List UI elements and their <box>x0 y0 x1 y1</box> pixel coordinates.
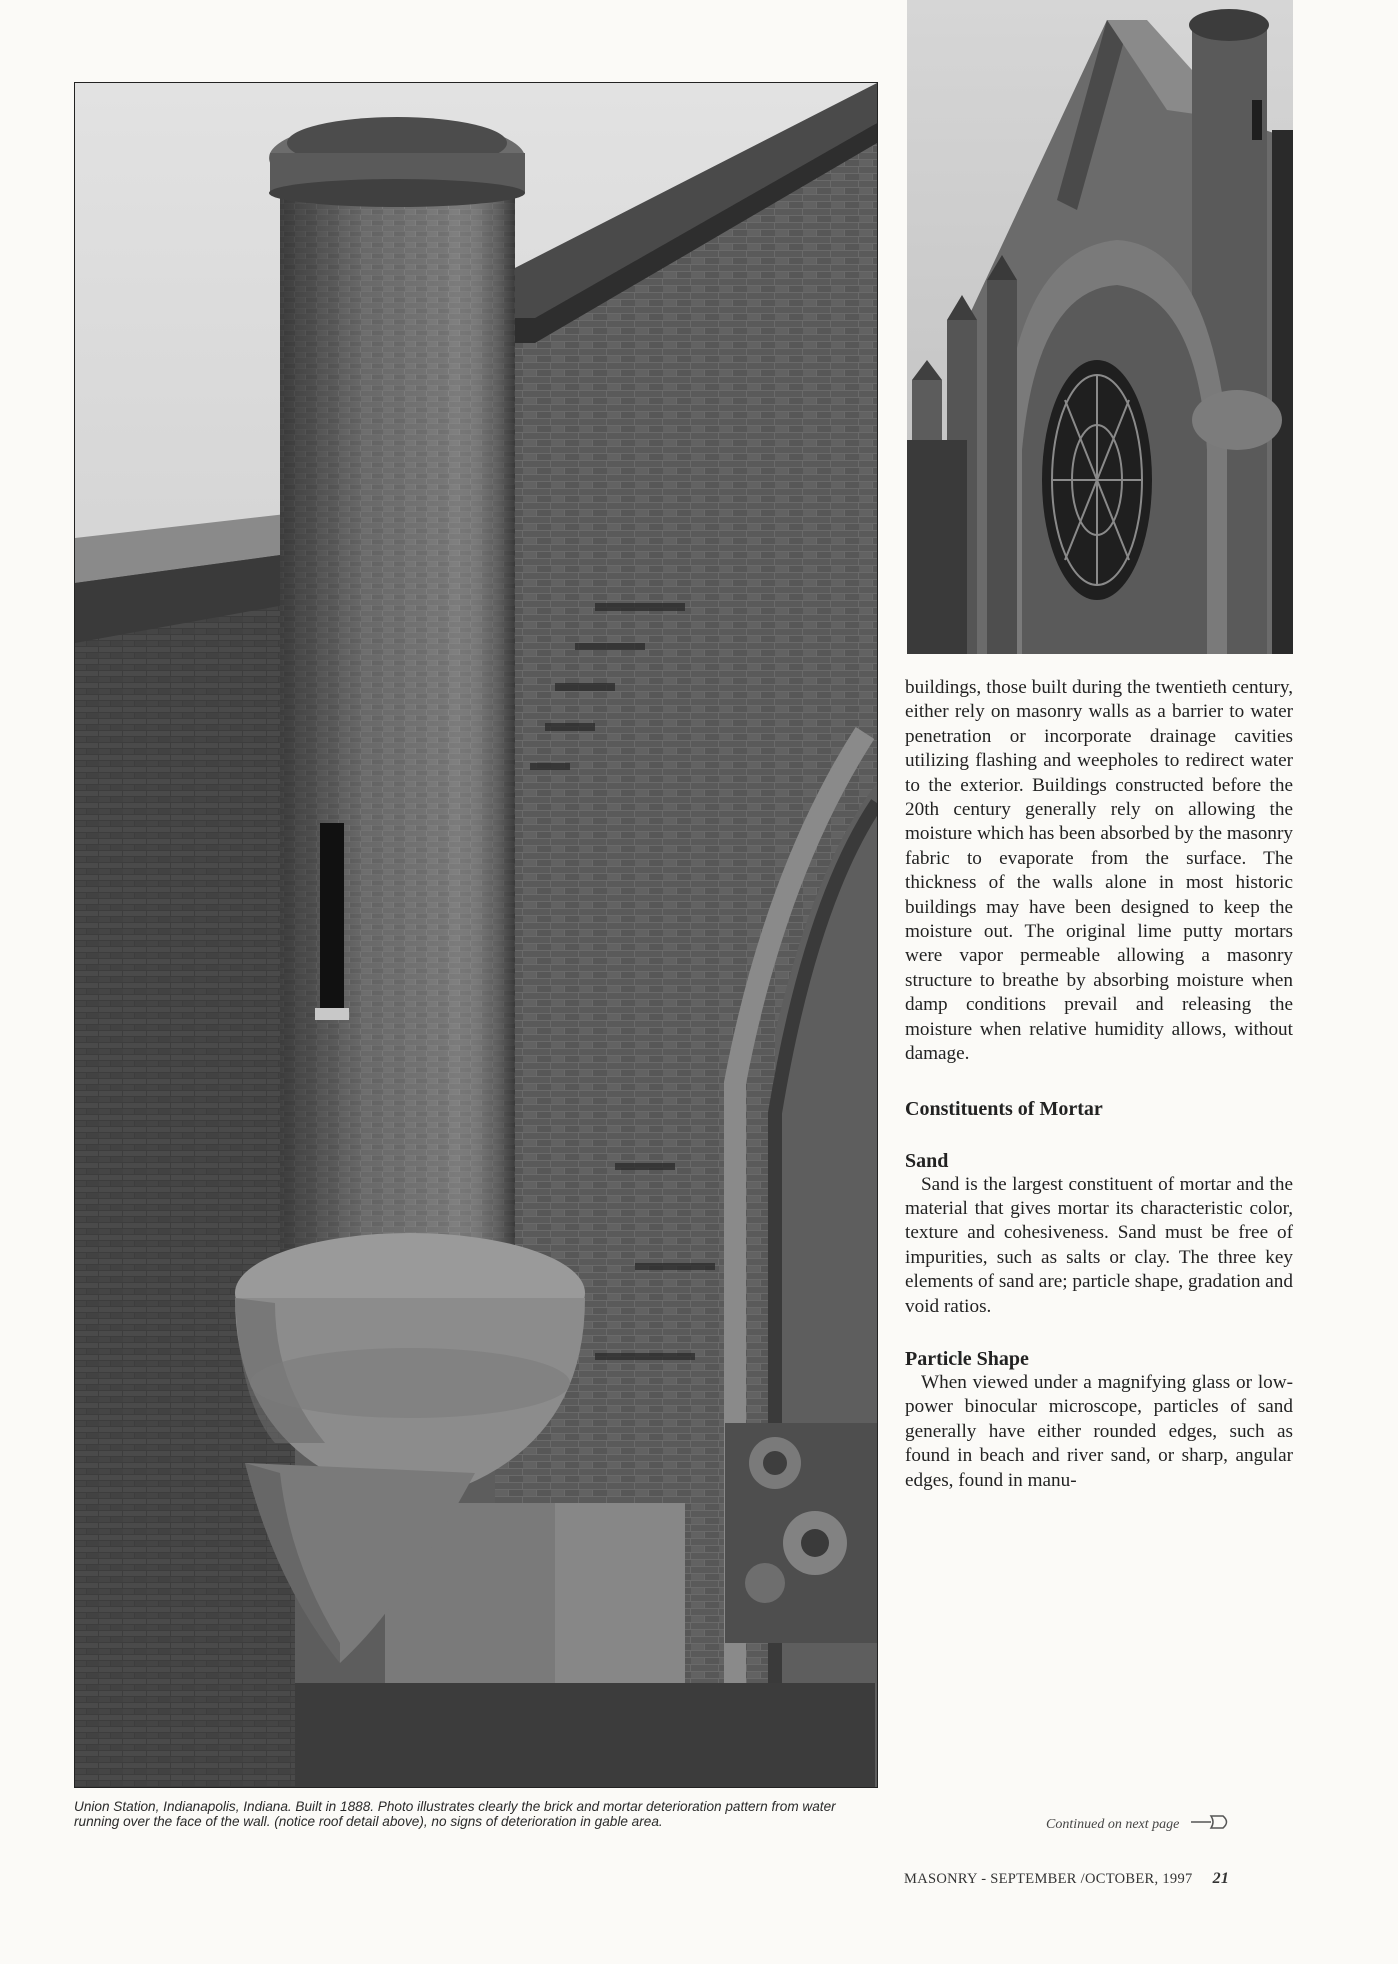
sand-paragraph: Sand is the largest constituent of mortar and the material that gives mortar its characteristic color, texture and cohesiveness. Sand must be free of impurities, such as salts or clay. The three key elements of sand are; particle shape, gradation and void ratios. <box>905 1173 1293 1317</box>
main-photo <box>74 82 878 1788</box>
page-number: 21 <box>1212 1870 1230 1887</box>
article-text-column <box>905 676 1293 1493</box>
photo-caption: Union Station, Indianapolis, Indiana. Built in 1888. Photo illustrates clearly the brick and mortar deterioration pattern from water running over the face of the wall. (notice roof detail above), no signs of deterioration in gable area. <box>74 1799 836 1829</box>
section-heading: Constituents of Mortar <box>905 1097 1103 1120</box>
arrow-right-icon <box>1191 1815 1231 1834</box>
page-footer <box>904 1870 1229 1888</box>
particle-shape-paragraph: When viewed under a magnifying glass or low-power binocular microscope, particles of sand generally have either rounded edges, such as found in beach and river sand, or sharp, angular edges, found in manu- <box>905 1371 1293 1491</box>
continued-note <box>1046 1815 1231 1834</box>
particle-shape-heading: Particle Shape <box>905 1347 1029 1370</box>
intro-paragraph: buildings, those built during the twentieth century, either rely on masonry walls as a barrier to water penetration or incorporate drainage cavities utilizing flashing and weepholes to redirect water to the exterior. Buildings constructed before the 20th century generally rely on allowing the moisture which has been absorbed by the masonry fabric to evaporate from the surface. The thickness of the walls alone in most historic buildings may have been designed to keep the moisture out. The original lime putty mortars were vapor permeable allowing a masonry structure to breathe by absorbing moisture when damp conditions prevail and releasing the moisture when relative humidity allows, without damage. <box>905 677 1293 1065</box>
sand-heading: Sand <box>905 1149 949 1172</box>
gable-photo <box>907 0 1293 654</box>
continued-label: Continued on next page <box>1046 1816 1180 1832</box>
publication-info: MASONRY - SEPTEMBER /OCTOBER, 1997 <box>904 1871 1193 1887</box>
